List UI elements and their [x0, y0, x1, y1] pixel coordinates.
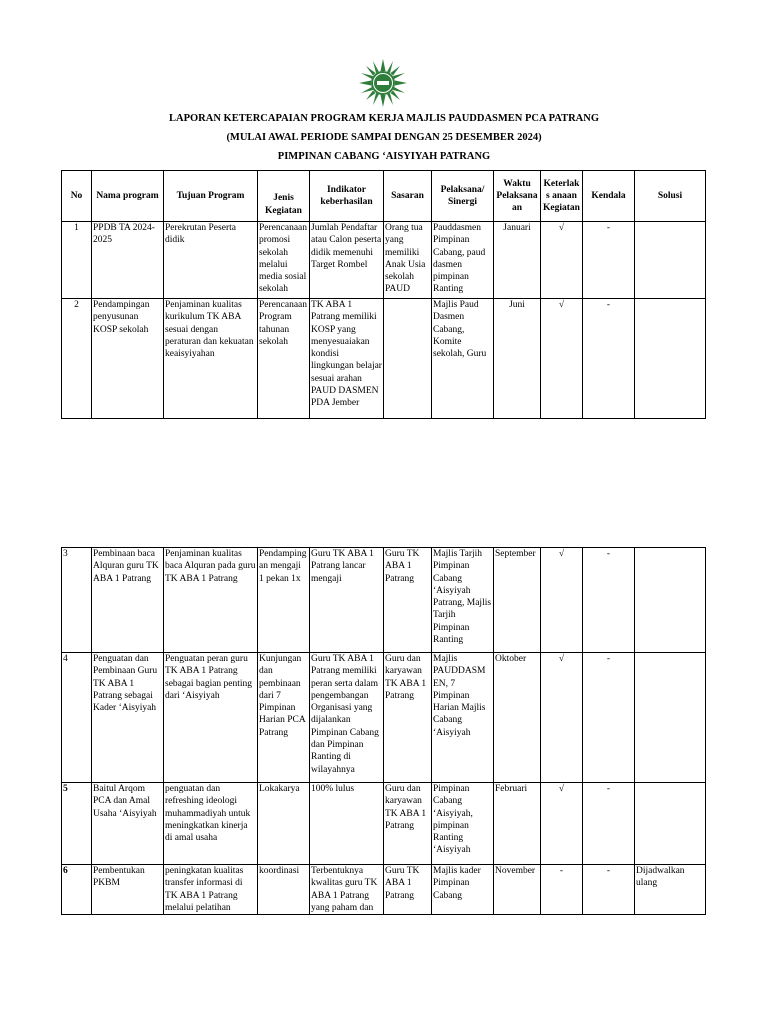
cell-no: 5: [62, 783, 92, 865]
cell-sasaran: Orang tua yang memiliki Anak Usia sekolah PAUD: [384, 222, 432, 299]
cell-waktu: Juni: [494, 299, 541, 419]
cell-jenis: Pendamping an mengaji 1 pekan 1x: [258, 548, 310, 653]
cell-keterlaksanaan: √: [541, 299, 583, 419]
cell-jenis: koordinasi: [258, 865, 310, 915]
col-header-waktu: Waktu Pelaksana an: [494, 171, 541, 222]
cell-solusi: [635, 222, 706, 299]
cell-kendala: -: [583, 299, 635, 419]
cell-sasaran: [384, 299, 432, 419]
cell-sasaran: Guru TK ABA 1 Patrang: [384, 865, 432, 915]
cell-nama-program: Baitul Arqom PCA dan Amal Usaha ‘Aisyiyah: [92, 783, 164, 865]
col-header-nama-program: Nama program: [92, 171, 164, 222]
cell-tujuan: Penjaminan kualitas baca Alquran pada guru TK ABA 1 Patrang: [164, 548, 258, 653]
report-table-page2: [61, 547, 706, 915]
cell-nama-program: PPDB TA 2024-2025: [92, 222, 164, 299]
cell-nama-program: Pembentukan PKBM: [92, 865, 164, 915]
col-header-indikator: Indikator keberhasilan: [310, 171, 384, 222]
cell-solusi: [635, 653, 706, 783]
cell-indikator: 100% lulus: [310, 783, 384, 865]
cell-tujuan: Penguatan peran guru TK ABA 1 Patrang sebagai bagian penting dari ‘Aisyiyah: [164, 653, 258, 783]
col-header-tujuan-program: Tujuan Program: [164, 171, 258, 222]
cell-kendala: -: [583, 783, 635, 865]
cell-pelaksana: Pauddasmen Pimpinan Cabang, paud dasmen pimpinan Ranting: [432, 222, 494, 299]
cell-waktu: November: [494, 865, 541, 915]
cell-nama-program: Pendampingan penyusunan KOSP sekolah: [92, 299, 164, 419]
cell-keterlaksanaan: -: [541, 865, 583, 915]
cell-indikator: TK ABA 1 Patrang memiliki KOSP yang menyesuaiakan kondisi lingkungan belajar sesuai arahan PAUD DASMEN PDA Jember: [310, 299, 384, 419]
cell-indikator: Jumlah Pendaftar atau Calon peserta didik memenuhi Target Rombel: [310, 222, 384, 299]
col-header-no: No: [62, 171, 92, 222]
col-header-jenis-kegiatan: Jenis Kegiatan: [258, 171, 310, 222]
muhammadiyah-sun-logo-icon: [358, 58, 408, 108]
cell-jenis: Perencanaan promosi sekolah melalui media sosial sekolah: [258, 222, 310, 299]
cell-jenis: Lokakarya: [258, 783, 310, 865]
cell-nama-program: Pembinaan baca Alquran guru TK ABA 1 Patrang: [92, 548, 164, 653]
cell-indikator: Guru TK ABA 1 Patrang lancar mengaji: [310, 548, 384, 653]
cell-pelaksana: Majlis PAUDDASM EN, 7 Pimpinan Harian Majlis Cabang ‘Aisyiyah: [432, 653, 494, 783]
cell-keterlaksanaan: √: [541, 222, 583, 299]
cell-waktu: Februari: [494, 783, 541, 865]
table-row: [62, 222, 706, 299]
cell-keterlaksanaan: √: [541, 548, 583, 653]
cell-pelaksana: Pimpinan Cabang ‘Aisyiyah, pimpinan Ranting ‘Aisyiyah: [432, 783, 494, 865]
cell-kendala: -: [583, 653, 635, 783]
col-header-pelaksana: Pelaksana/ Sinergi: [432, 171, 494, 222]
cell-waktu: Oktober: [494, 653, 541, 783]
col-header-solusi: Solusi: [635, 171, 706, 222]
cell-no: 1: [62, 222, 92, 299]
cell-nama-program: Penguatan dan Pembinaan Guru TK ABA 1 Patrang sebagai Kader ‘Aisyiyah: [92, 653, 164, 783]
cell-pelaksana: Majlis kader Pimpinan Cabang: [432, 865, 494, 915]
cell-no: 6: [62, 865, 92, 915]
cell-tujuan: penguatan dan refreshing ideologi muhammadiyah untuk meningkatkan kinerja di amal usaha: [164, 783, 258, 865]
cell-solusi: Dijadwalkan ulang: [635, 865, 706, 915]
cell-kendala: -: [583, 222, 635, 299]
table-header-row: [62, 171, 706, 222]
col-header-kendala: Kendala: [583, 171, 635, 222]
cell-tujuan: Penjaminan kualitas kurikulum TK ABA sesuai dengan peraturan dan kekuatan keaisyiyahan: [164, 299, 258, 419]
report-organization: PIMPINAN CABANG ‘AISYIYAH PATRANG: [277, 151, 491, 162]
report-period: (MULAI AWAL PERIODE SAMPAI DENGAN 25 DESEMBER 2024): [226, 132, 542, 143]
cell-indikator: Terbentuknya kwalitas guru TK ABA 1 Patrang yang paham dan: [310, 865, 384, 915]
cell-jenis: Perencanaan Program tahunan sekolah: [258, 299, 310, 419]
cell-sasaran: Guru TK ABA 1 Patrang: [384, 548, 432, 653]
report-table-page1: [61, 170, 706, 419]
col-header-keterlaksanaan: Keterlaks anaan Kegiatan: [541, 171, 583, 222]
cell-waktu: Januari: [494, 222, 541, 299]
cell-no: 3: [62, 548, 92, 653]
cell-solusi: [635, 299, 706, 419]
cell-kendala: -: [583, 548, 635, 653]
cell-solusi: [635, 783, 706, 865]
cell-pelaksana: Majlis Tarjih Pimpinan Cabang ‘Aisyiyah Patrang, Majlis Tarjih Pimpinan Ranting: [432, 548, 494, 653]
cell-keterlaksanaan: √: [541, 653, 583, 783]
table-row: [62, 865, 706, 915]
cell-indikator: Guru TK ABA 1 Patrang memiliki peran serta dalam pengembangan Organisasi yang dijalankan Pimpinan Cabang dan Pimpinan Ranting di wilayahnya: [310, 653, 384, 783]
report-title: LAPORAN KETERCAPAIAN PROGRAM KERJA MAJLIS PAUDDASMEN PCA PATRANG: [168, 113, 599, 124]
table-row: [62, 548, 706, 653]
table-row: [62, 783, 706, 865]
cell-waktu: September: [494, 548, 541, 653]
cell-keterlaksanaan: √: [541, 783, 583, 865]
cell-sasaran: Guru dan karyawan TK ABA 1 Patrang: [384, 783, 432, 865]
cell-solusi: [635, 548, 706, 653]
cell-pelaksana: Majlis Paud Dasmen Cabang, Komite sekolah, Guru: [432, 299, 494, 419]
cell-kendala: -: [583, 865, 635, 915]
cell-jenis: Kunjungan dan pembinaan dari 7 Pimpinan Harian PCA Patrang: [258, 653, 310, 783]
table-row: [62, 299, 706, 419]
cell-no: 4: [62, 653, 92, 783]
cell-tujuan: Perekrutan Peserta didik: [164, 222, 258, 299]
cell-sasaran: Guru dan karyawan TK ABA 1 Patrang: [384, 653, 432, 783]
table-row: [62, 653, 706, 783]
cell-tujuan: peningkatan kualitas transfer informasi di TK ABA 1 Patrang melalui pelatihan: [164, 865, 258, 915]
cell-no: 2: [62, 299, 92, 419]
col-header-sasaran: Sasaran: [384, 171, 432, 222]
